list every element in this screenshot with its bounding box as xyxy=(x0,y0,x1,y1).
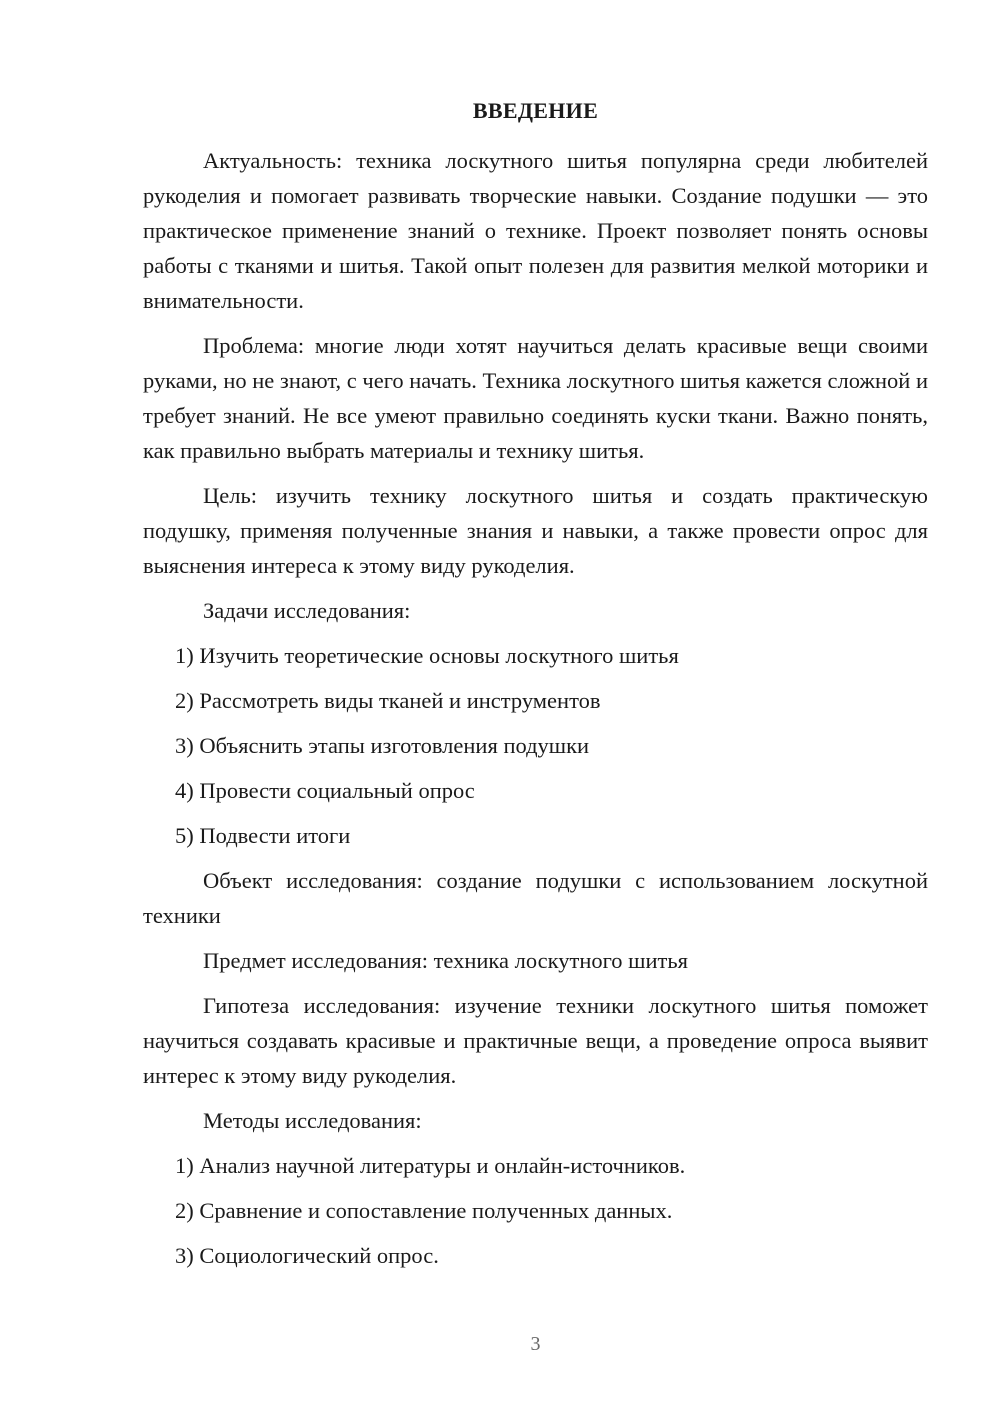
relevance-paragraph: Актуальность: техника лоскутного шитья популярна среди любителей рукоделия и помогает развивать творческие навыки. Создание подушки — это практическое применение знаний о технике. Проект позволяет понять основы работы с тканями и шитья. Такой опыт полезен для развития мелкой моторики и внимательности. xyxy=(143,148,928,313)
hypothesis-paragraph: Гипотеза исследования: изучение техники лоскутного шитья поможет научиться создавать красивые и практичные вещи, а проведение опроса выявит интерес к этому виду рукоделия. xyxy=(143,993,928,1088)
problem-paragraph: Проблема: многие люди хотят научиться делать красивые вещи своими руками, но не знают, с чего начать. Техника лоскутного шитья кажется сложной и требует знаний. Не все умеют правильно соединять куски ткани. Важно понять, как правильно выбрать материалы и технику шитья. xyxy=(143,333,928,463)
goal-paragraph: Цель: изучить технику лоскутного шитья и создать практическую подушку, применяя полученные знания и навыки, а также провести опрос для выяснения интереса к этому виду рукоделия. xyxy=(143,483,928,578)
document-body xyxy=(143,143,928,1283)
tasks-heading: Задачи исследования: xyxy=(203,598,411,623)
task-item: 1) Изучить теоретические основы лоскутного шитья xyxy=(175,643,679,668)
task-item: 2) Рассмотреть виды тканей и инструментов xyxy=(175,688,601,713)
methods-heading: Методы исследования: xyxy=(203,1108,422,1133)
task-item: 5) Подвести итоги xyxy=(175,823,351,848)
object-paragraph: Объект исследования: создание подушки с использованием лоскутной техники xyxy=(143,868,928,928)
method-item: 1) Анализ научной литературы и онлайн-источников. xyxy=(175,1153,686,1178)
page-number: 3 xyxy=(530,1333,541,1355)
task-item: 4) Провести социальный опрос xyxy=(175,778,475,803)
document-page xyxy=(143,0,928,1414)
method-item: 3) Социологический опрос. xyxy=(175,1243,439,1268)
subject-paragraph: Предмет исследования: техника лоскутного шитья xyxy=(203,948,688,973)
task-item: 3) Объяснить этапы изготовления подушки xyxy=(175,733,590,758)
method-item: 2) Сравнение и сопоставление полученных данных. xyxy=(175,1198,673,1223)
page-title: ВВЕДЕНИЕ xyxy=(472,98,599,123)
